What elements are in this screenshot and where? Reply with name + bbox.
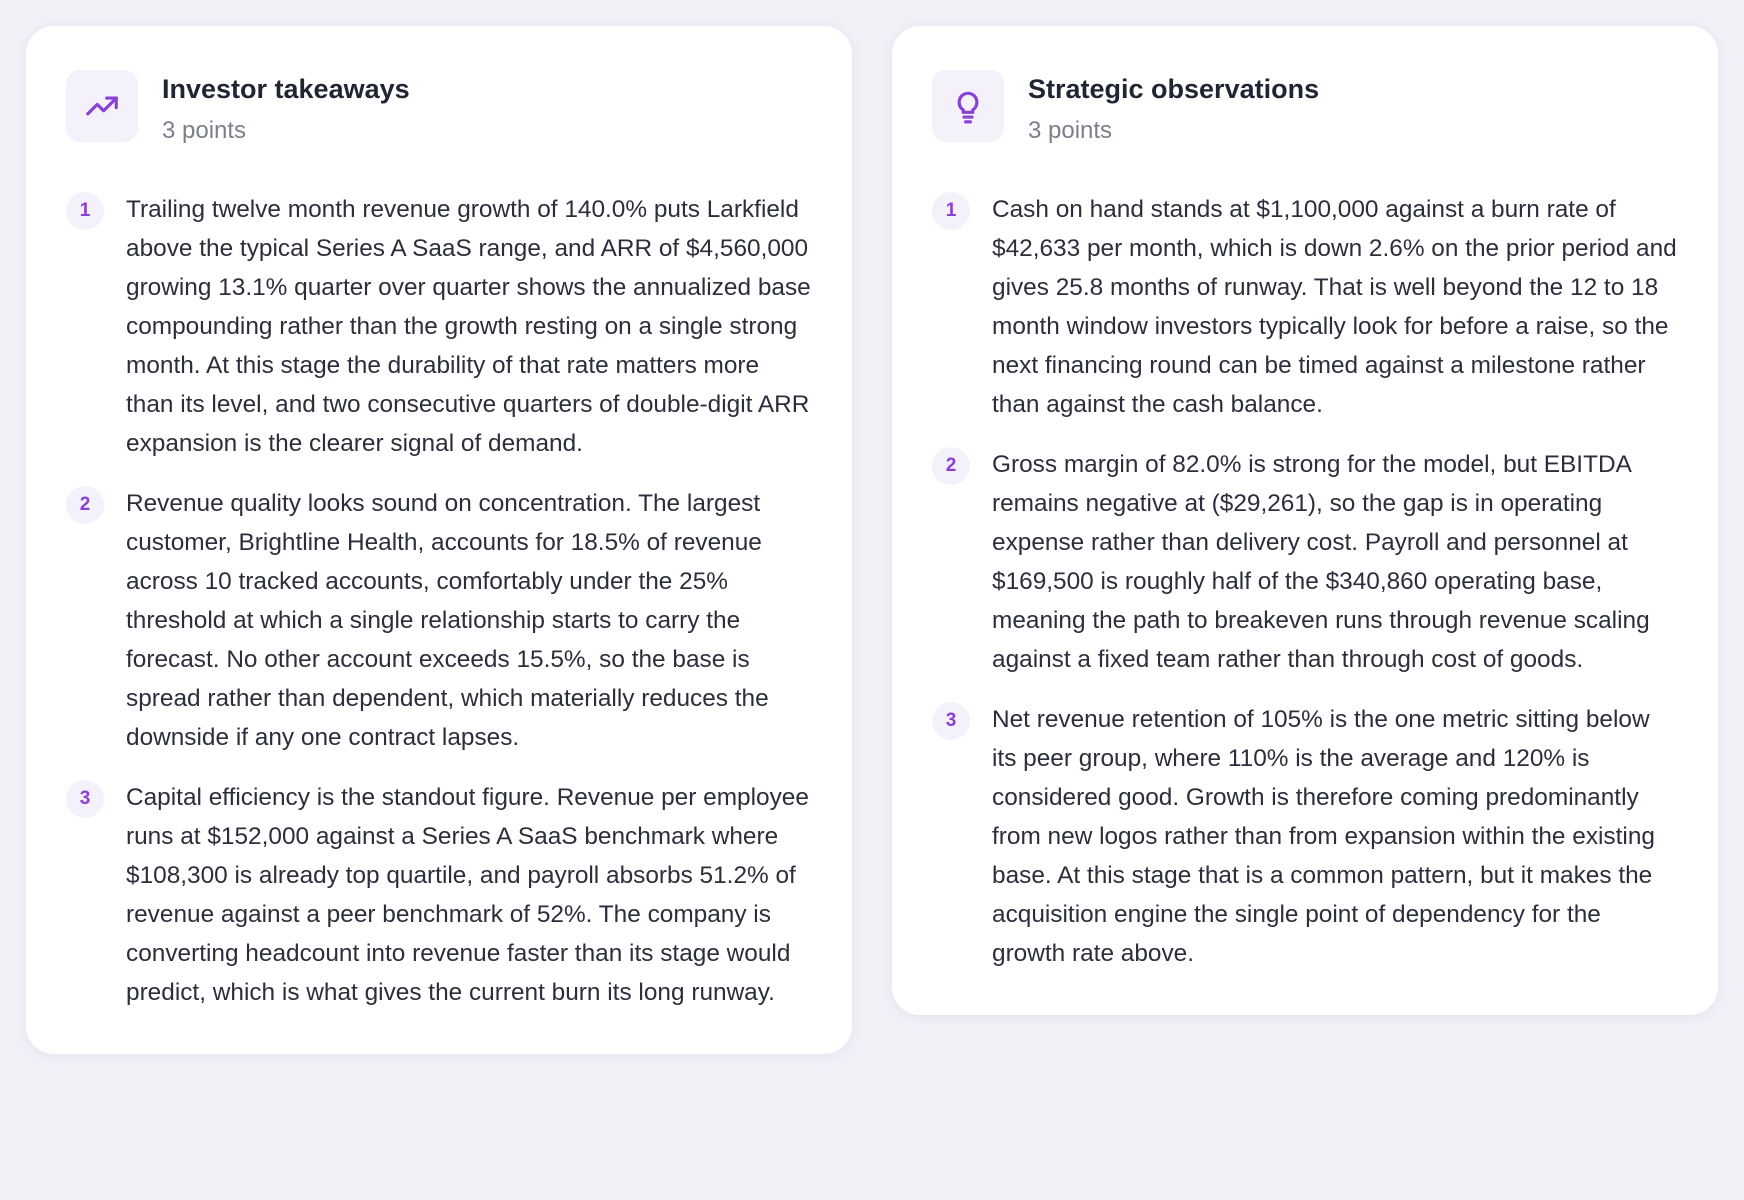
point-text: Cash on hand stands at $1,100,000 against a burn rate of $42,633 per month, which is down 2.6% on the prior period and gives 25.8 months of runway. That is well beyond the 12 to 18 month window investors typically look for before a raise, so the next financing round can be timed against a milestone rather than against the cash balance. xyxy=(992,196,1677,418)
point-text: Revenue quality looks sound on concentration. The largest customer, Brightline Health, accounts for 18.5% of revenue across 10 tracked accounts, comfortably under the 25% threshold at which a single relationship starts to carry the forecast. No other account exceeds 15.5%, so the base is spread rather than dependent, which materially reduces the downside if any one contract lapses. xyxy=(126,490,769,751)
point-text: Gross margin of 82.0% is strong for the model, but EBITDA remains negative at ($29,261), so the gap is in operating expense rather than delivery cost. Payroll and personnel at $169,500 is roughly half of the $340,860 operating base, meaning the path to breakeven runs through revenue scaling against a fixed team rather than through cost of goods. xyxy=(992,451,1650,673)
card-header xyxy=(932,70,1678,146)
point-number-badge: 1 xyxy=(66,192,104,230)
points-list xyxy=(932,190,1678,973)
card-header-text xyxy=(1028,70,1319,146)
card-header xyxy=(66,70,812,146)
investor-takeaways-card xyxy=(26,26,852,1054)
list-item xyxy=(932,700,1678,973)
card-title: Investor takeaways xyxy=(162,74,410,104)
point-number-badge: 3 xyxy=(66,780,104,818)
points-list xyxy=(66,190,812,1012)
point-text: Net revenue retention of 105% is the one metric sitting below its peer group, where 110% is the average and 120% is considered good. Growth is therefore coming predominantly from new logos rather than from expansion within the existing base. At this stage that is a common pattern, but it makes the acquisition engine the single point of dependency for the growth rate above. xyxy=(992,706,1655,967)
point-text: Capital efficiency is the standout figure. Revenue per employee runs at $152,000 against a Series A SaaS benchmark where $108,300 is already top quartile, and payroll absorbs 51.2% of revenue against a peer benchmark of 52%. The company is converting headcount into revenue faster than its stage would predict, which is what gives the current burn its long runway. xyxy=(126,784,809,1006)
point-number-badge: 3 xyxy=(932,702,970,740)
list-item xyxy=(66,484,812,757)
point-number-badge: 2 xyxy=(932,447,970,485)
trending-up-icon xyxy=(66,70,138,142)
card-title: Strategic observations xyxy=(1028,74,1320,104)
points-count: 3 points xyxy=(162,117,247,144)
list-item xyxy=(932,190,1678,424)
lightbulb-icon xyxy=(932,70,1004,142)
points-count: 3 points xyxy=(1028,117,1113,144)
card-header-text xyxy=(162,70,410,146)
point-text: Trailing twelve month revenue growth of 140.0% puts Larkfield above the typical Series A SaaS range, and ARR of $4,560,000 growing 13.1% quarter over quarter shows the annualized base compounding rather than the growth resting on a single strong month. At this stage the durability of that rate matters more than its level, and two consecutive quarters of double-digit ARR expansion is the clearer signal of demand. xyxy=(126,196,811,457)
insight-cards xyxy=(26,26,1718,1054)
list-item xyxy=(932,445,1678,679)
list-item xyxy=(66,778,812,1012)
list-item xyxy=(66,190,812,463)
point-number-badge: 2 xyxy=(66,486,104,524)
strategic-observations-card xyxy=(892,26,1718,1015)
point-number-badge: 1 xyxy=(932,192,970,230)
